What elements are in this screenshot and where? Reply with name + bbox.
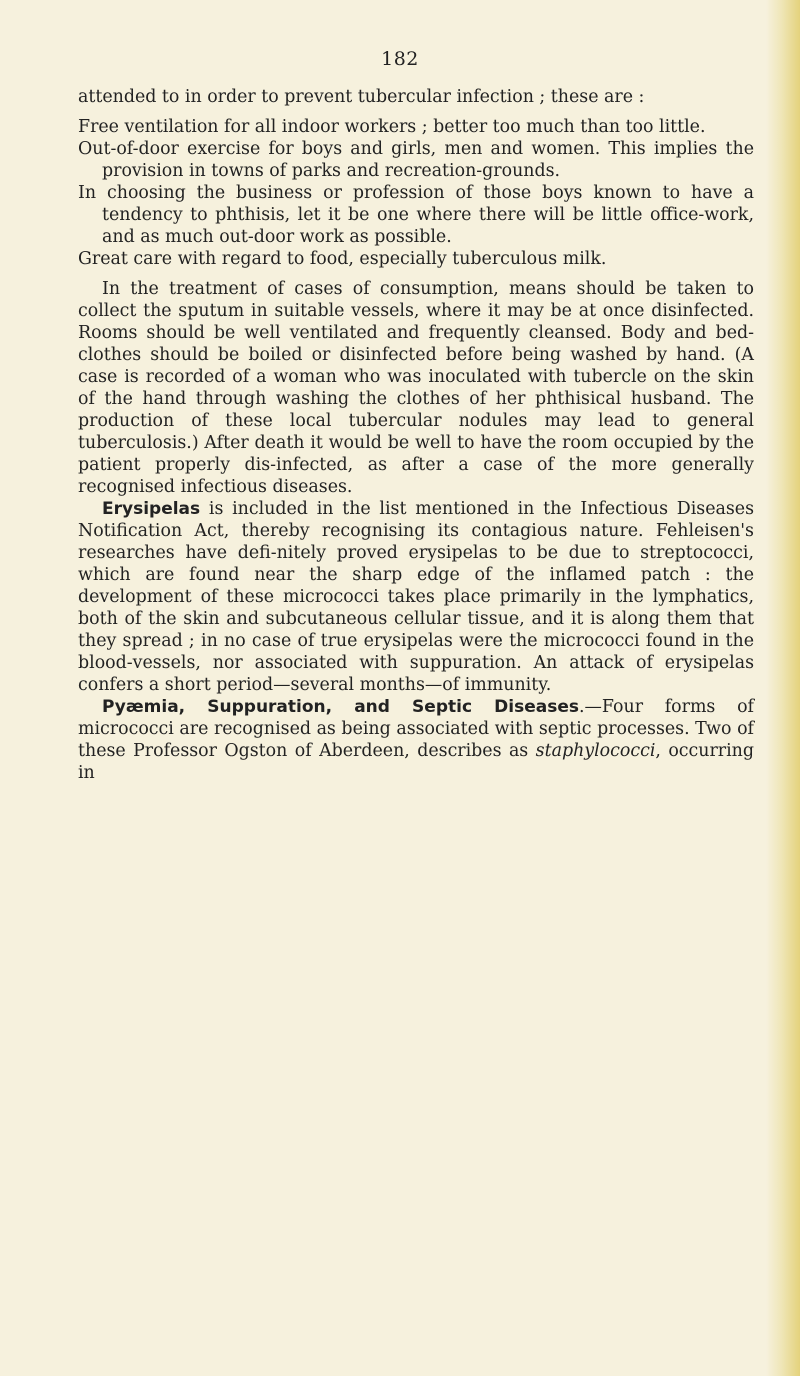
list-item: In choosing the business or profession of those boys known to have a tendency to phthisis, let it be one where there will be little office-work, and as much out-door work as possible. (78, 183, 754, 247)
pyaemia-paragraph (78, 696, 754, 784)
prevention-list (78, 116, 754, 270)
page-number: 182 (381, 48, 419, 70)
pyaemia-text-after: , occurring in (78, 741, 755, 783)
erysipelas-heading: Erysipelas (102, 499, 201, 519)
consumption-paragraph: In the treatment of cases of consumption, means should be taken to collect the sputum in suitable vessels, where it may be at once disinfected. Rooms should be well ventilated and frequently cleansed. Body and bed-clothes should be boiled or disinfected before being washed by hand. (A case is recorded of a woman who was inoculated with tubercle on the skin of the hand through washing the clothes of her phthisical husband. The production of these local tubercular nodules may lead to general tuberculosis.) After death it would be well to have the room occupied by the patient properly dis-infected, as after a case of the more generally recognised infectious diseases. (78, 279, 754, 497)
pyaemia-heading: Pyæmia, Suppuration, and Septic Diseases (102, 697, 579, 717)
list-item: Out-of-door exercise for boys and girls, men and women. This implies the provision in towns of parks and recreation-grounds. (78, 139, 754, 181)
lead-paragraph: attended to in order to prevent tubercular infection ; these are : (78, 87, 645, 107)
page-edge (766, 0, 800, 1376)
page-body (78, 86, 754, 784)
erysipelas-paragraph (78, 498, 754, 696)
list-item: Free ventilation for all indoor workers ; better too much than too little. (78, 117, 706, 137)
erysipelas-text: is included in the list mentioned in the Infectious Diseases Notification Act, thereby recognising its contagious nature. Fehleisen's researches have defi-nitely proved erysipelas to be due to streptococci, which are found near the sharp edge of the inflamed patch : the development of these micrococci takes place primarily in the lymphatics, both of the skin and subcutaneous cellular tissue, and it is along them that they spread ; in no case of true erysipelas were the micrococci found in the blood-vessels, nor associated with suppuration. An attack of erysipelas confers a short period—several months—of immunity. (78, 499, 754, 695)
pyaemia-text-before: .—Four forms of micrococci are recognised as being associated with septic processes. Two of these Professor Ogston of Aberdeen, describes as (78, 697, 754, 761)
pyaemia-italic-term: staphylococci (535, 741, 656, 761)
list-item: Great care with regard to food, especially tuberculous milk. (78, 249, 607, 269)
